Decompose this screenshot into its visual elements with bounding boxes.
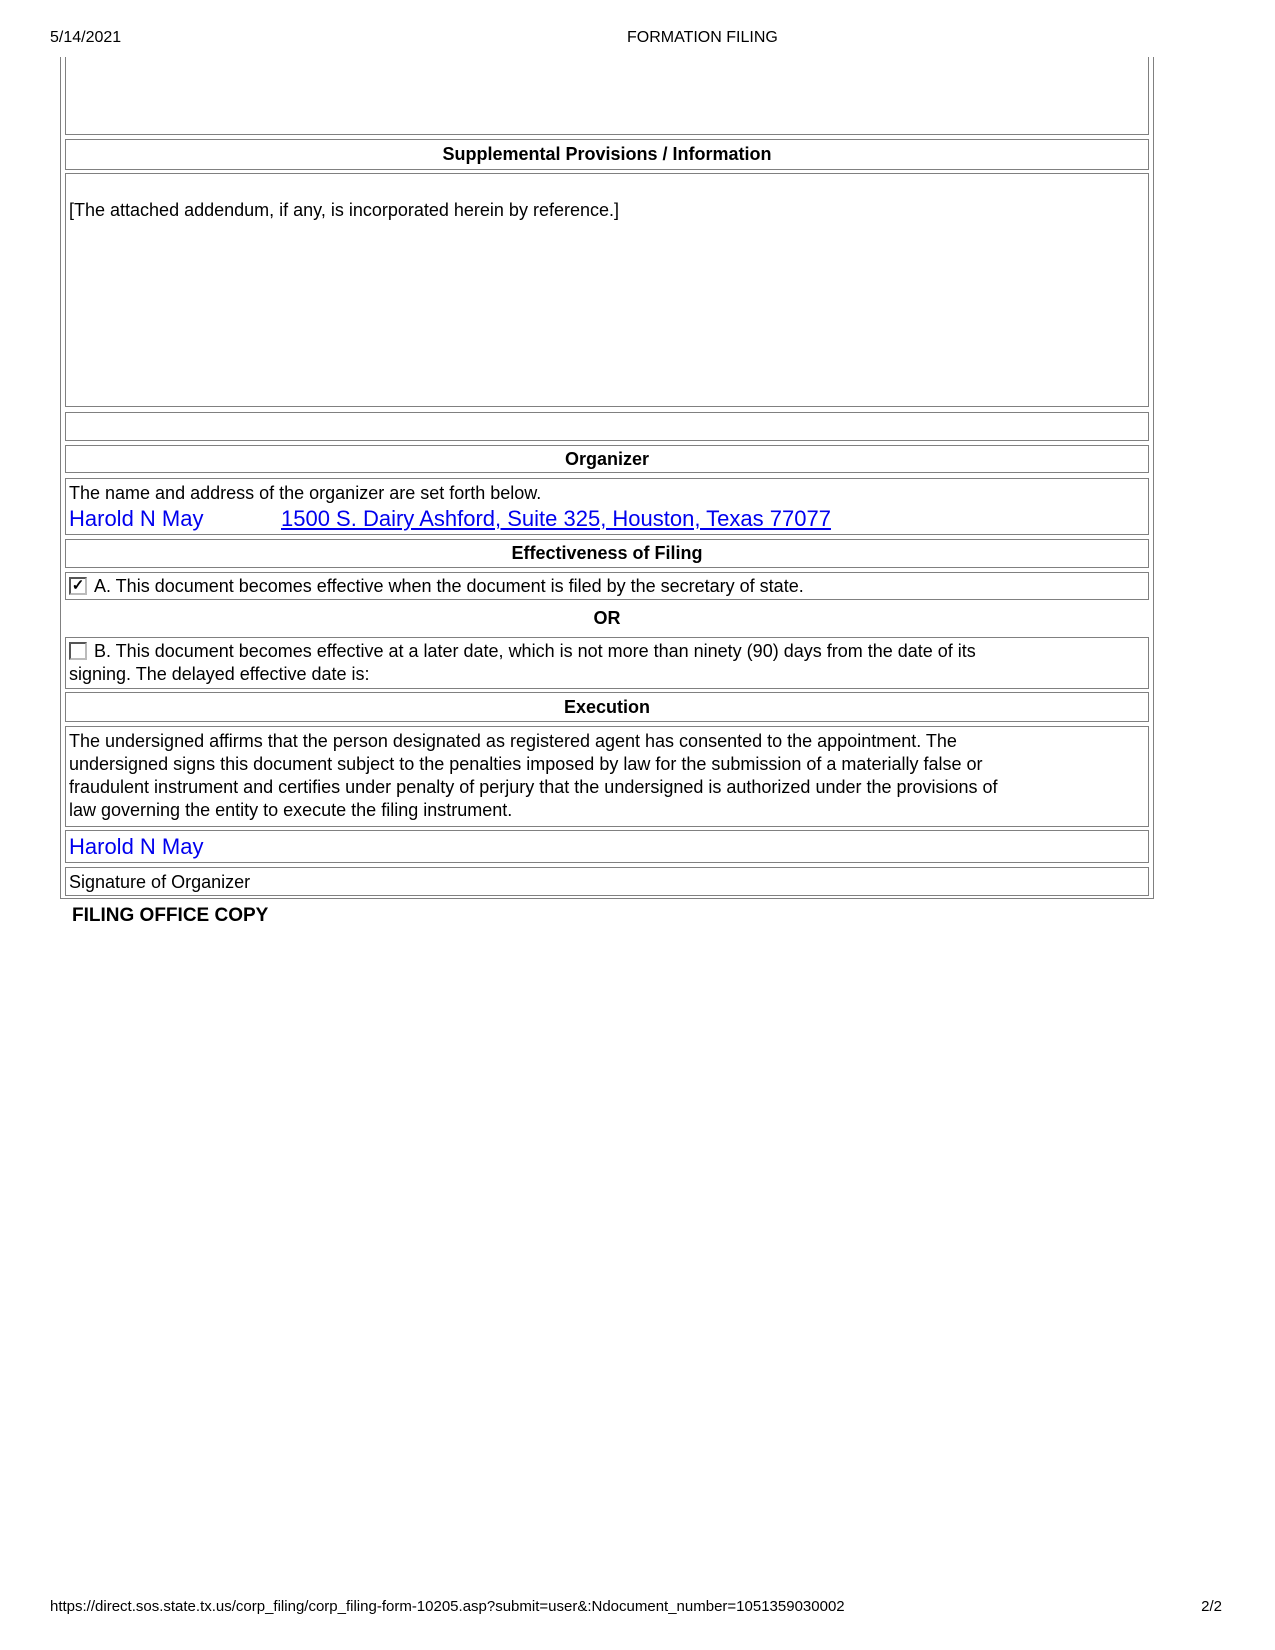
organizer-header [65, 445, 1149, 473]
organizer-title: Organizer [564, 448, 650, 469]
supplemental-provisions-title: Supplemental Provisions / Information [442, 144, 772, 164]
option-b-row [65, 637, 1149, 689]
print-page-number: 2/2 [1201, 1598, 1222, 1615]
effectiveness-title: Effectiveness of Filing [511, 543, 703, 563]
execution-title: Execution [563, 696, 651, 717]
option-a-row [65, 572, 1149, 600]
supplemental-provisions-body [65, 173, 1149, 407]
filing-form-table [60, 57, 1154, 899]
effectiveness-header [65, 539, 1149, 568]
print-title: FORMATION FILING [627, 29, 778, 46]
execution-statement-line1: The undersigned affirms that the person designated as registered agent has consented to the appointment. The [69, 731, 957, 751]
option-a-label: A. This document becomes effective when the document is filed by the secretary of state. [94, 575, 804, 596]
addendum-text: [The attached addendum, if any, is incorporated herein by reference.] [69, 200, 619, 220]
filing-office-copy-note: FILING OFFICE COPY [72, 905, 269, 926]
signature-of-organizer-label [65, 867, 1149, 896]
option-b-checkbox-unchecked-icon[interactable] [69, 642, 87, 660]
print-url: https://direct.sos.state.tx.us/corp_filing/corp_filing-form-10205.asp?submit=user&:Ndocument_number=1051359030002 [50, 1598, 845, 1615]
execution-header [65, 692, 1149, 722]
execution-statement [65, 726, 1149, 827]
execution-statement-line4: law governing the entity to execute the filing instrument. [69, 800, 513, 820]
execution-statement-line2: undersigned signs this document subject to the penalties imposed by law for the submission of a materially false or [69, 754, 983, 774]
option-b-label-line1: B. This document becomes effective at a later date, which is not more than ninety (90) days from the date of its [94, 641, 976, 661]
or-separator: OR [593, 608, 621, 628]
organizer-intro: The name and address of the organizer are set forth below. [69, 483, 542, 503]
signature-name: Harold N May [69, 834, 204, 859]
organizer-name: Harold N May [69, 506, 204, 531]
supplemental-provisions-header [65, 139, 1149, 170]
option-a-checkbox-checked-icon[interactable]: ✓ [69, 577, 87, 595]
organizer-address-link[interactable]: 1500 S. Dairy Ashford, Suite 325, Houston, Texas 77077 [281, 506, 831, 531]
spacer-row [65, 412, 1149, 441]
option-b-label-line2: signing. The delayed effective date is: [69, 664, 370, 684]
organizer-section [65, 478, 1149, 535]
empty-continuation-box [65, 57, 1149, 135]
signature-label-text: Signature of Organizer [69, 872, 251, 892]
organizer-signature-value [65, 830, 1149, 863]
print-date: 5/14/2021 [50, 29, 122, 46]
execution-statement-line3: fraudulent instrument and certifies under penalty of perjury that the undersigned is authorized under the provisions of [69, 777, 998, 797]
